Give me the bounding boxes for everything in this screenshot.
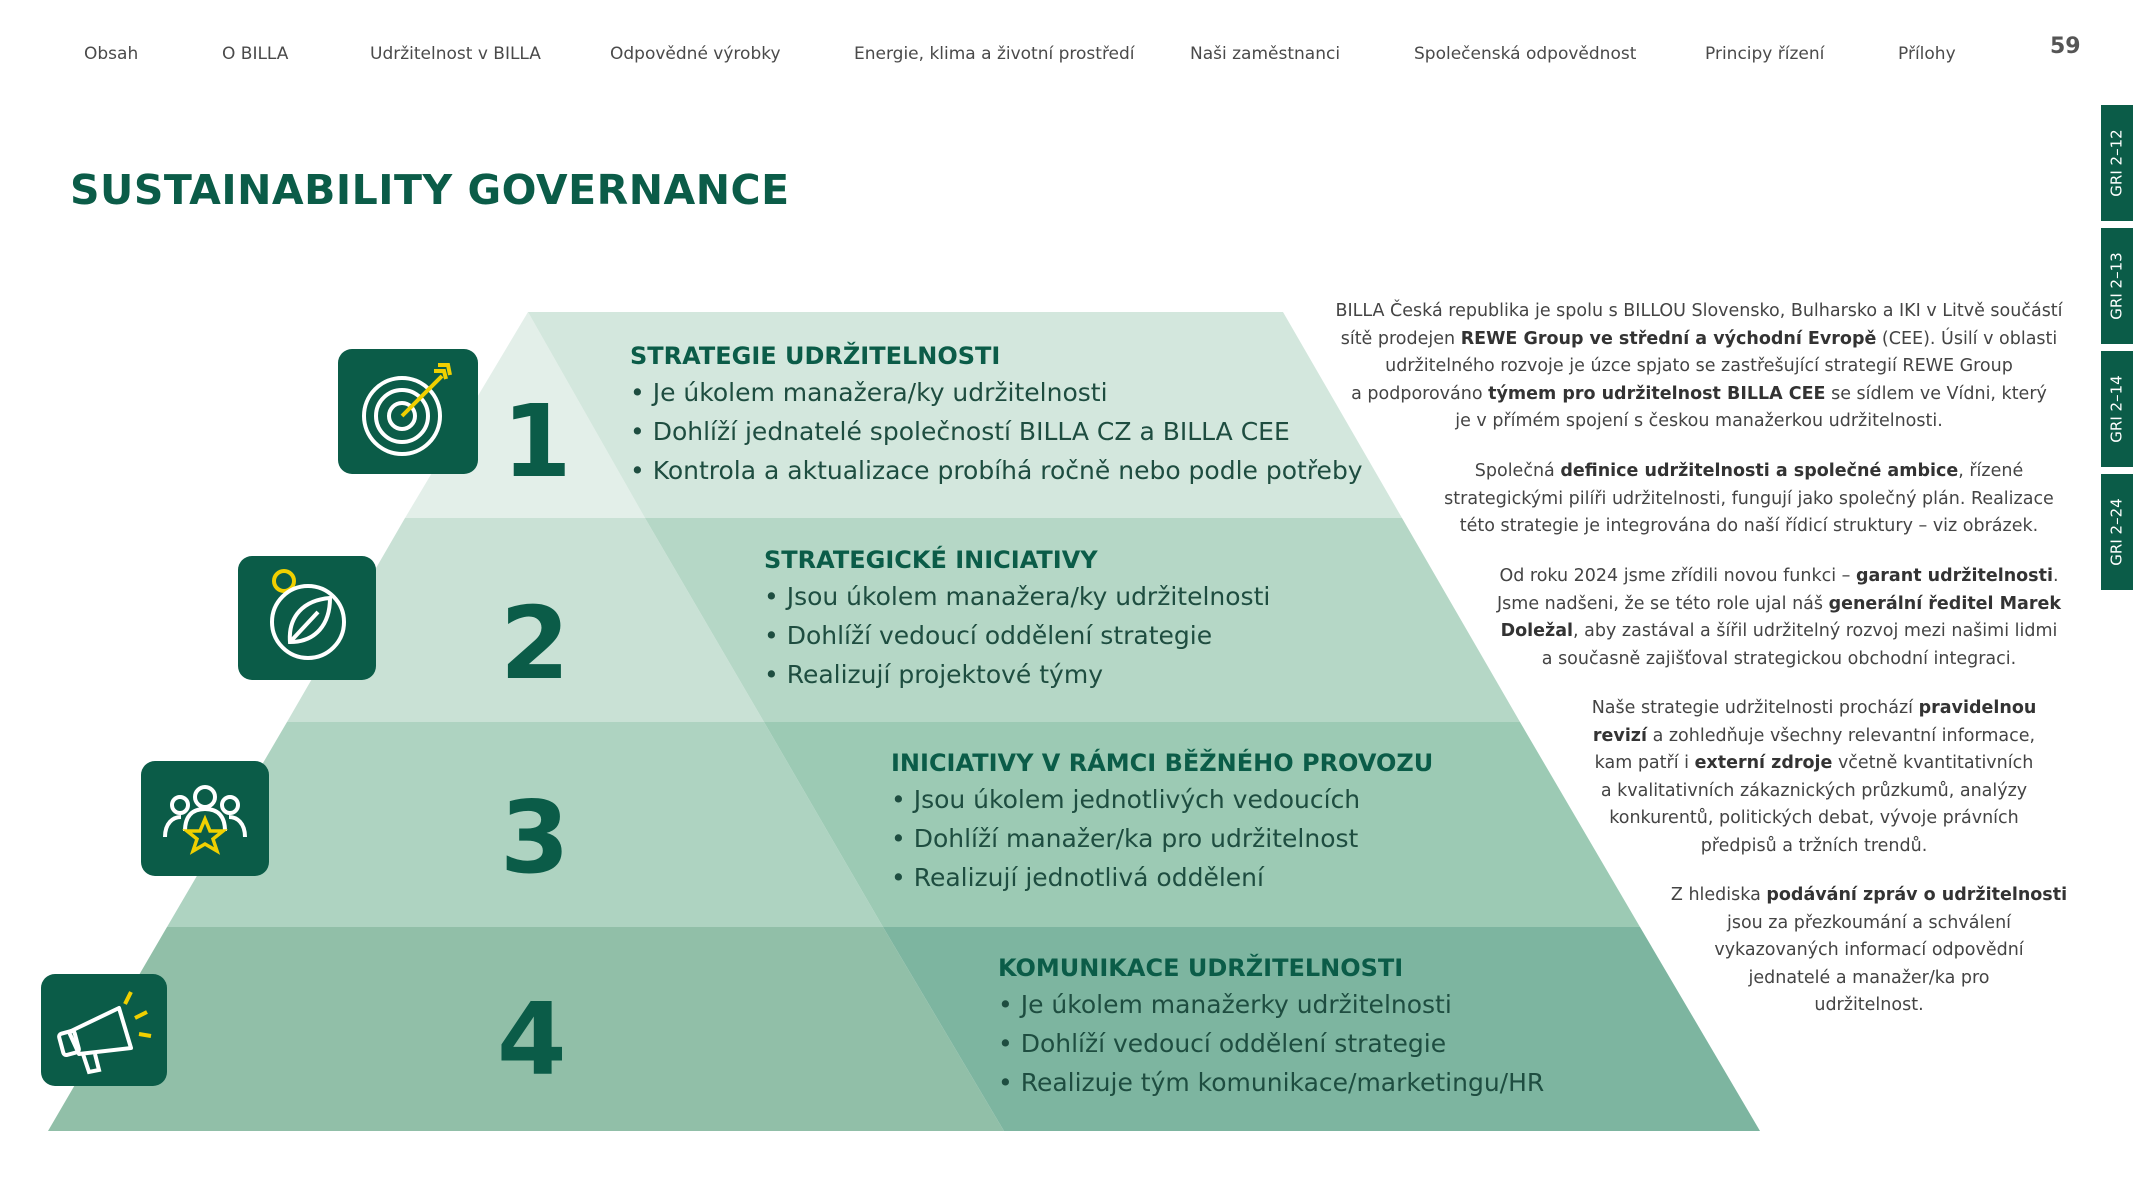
level-number-1: 1 <box>502 383 572 500</box>
text: kam patří i <box>1594 753 1695 773</box>
paragraph-line <box>1478 563 2080 591</box>
level-1-bullet: • Je úkolem manažera/ky udržitelnosti <box>630 378 1108 407</box>
level-3-bullet: • Jsou úkolem jednotlivých vedoucích <box>891 785 1361 814</box>
text: sítě prodejen <box>1340 328 1461 349</box>
tab-label: GRI 2–12 <box>2108 129 2126 197</box>
paragraph-common-definition <box>1418 458 2080 541</box>
paragraph-line <box>1658 910 2080 938</box>
level-2-bullet: • Dohlíží vedoucí oddělení strategie <box>764 621 1213 650</box>
level-2-heading: STRATEGICKÉ INICIATIVY <box>764 546 1098 574</box>
level-4-heading: KOMUNIKACE UDRŽITELNOSTI <box>998 954 1404 982</box>
paragraph-reporting <box>1658 882 2080 1020</box>
text: strategickými pilíři udržitelnosti, fungují jako společný plán. Realizace <box>1444 488 2054 509</box>
nav-item-energie[interactable]: Energie, klima a životní prostředí <box>854 44 1135 64</box>
nav-item-prilohy[interactable]: Přílohy <box>1898 44 1956 64</box>
team-star-icon <box>141 761 269 876</box>
paragraph-sustainability-guarantor <box>1478 563 2080 673</box>
page-title: SUSTAINABILITY GOVERNANCE <box>70 166 790 214</box>
paragraph-line <box>1418 458 2080 486</box>
text: udržitelnost. <box>1814 995 1924 1015</box>
paragraph-line <box>1478 646 2080 674</box>
paragraph-line <box>1658 937 2080 965</box>
level-3-heading: INICIATIVY V RÁMCI BĚŽNÉHO PROVOZU <box>891 749 1434 777</box>
bold-text: definice udržitelnosti a společné ambice <box>1560 461 1959 481</box>
paragraph-line <box>1548 750 2080 778</box>
bold-text: revizí <box>1592 725 1647 746</box>
tab-label: GRI 2–14 <box>2108 375 2126 443</box>
paragraph-line <box>1548 778 2080 806</box>
paragraph-line <box>1658 992 2080 1020</box>
paragraph-line <box>1658 965 2080 993</box>
text: jednatelé a manažer/ka pro <box>1748 967 1990 988</box>
paragraph-line <box>1318 408 2080 436</box>
level-3-bullet: • Realizují jednotlivá oddělení <box>891 863 1264 892</box>
text: se sídlem ve Vídni, který <box>1825 383 2047 404</box>
level-1-heading: STRATEGIE UDRŽITELNOSTI <box>630 342 1001 370</box>
text: jsou za přezkoumání a schválení <box>1726 912 2012 933</box>
bold-text: týmem pro udržitelnost BILLA CEE <box>1488 383 1826 404</box>
paragraph-line <box>1548 805 2080 833</box>
paragraph-line <box>1318 298 2080 326</box>
nav-item-zamestnanci[interactable]: Naši zaměstnanci <box>1190 44 1341 64</box>
text: vykazovaných informací odpovědní <box>1714 940 2024 960</box>
page-number: 59 <box>2050 34 2081 59</box>
bold-text: Doležal <box>1500 621 1574 641</box>
nav-item-udrzitelnost[interactable]: Udržitelnost v BILLA <box>370 44 541 64</box>
text: Jsme nadšeni, že se této role ujal náš <box>1497 593 1829 614</box>
level-number-4: 4 <box>497 981 567 1098</box>
text: a podporováno <box>1351 383 1489 404</box>
tab-label: GRI 2–24 <box>2108 498 2126 566</box>
text: a současně zajišťoval strategickou obchodní integraci. <box>1541 648 2017 669</box>
paragraph-line <box>1318 381 2080 409</box>
level-1-bullet: • Kontrola a aktualizace probíhá ročně nebo podle potřeby <box>630 456 1363 485</box>
level-2-bullet: • Realizují projektové týmy <box>764 660 1104 689</box>
text: Společná <box>1474 461 1561 481</box>
text: Z hlediska <box>1670 885 1767 905</box>
paragraph-line <box>1418 486 2080 514</box>
megaphone-icon <box>41 974 167 1086</box>
paragraph-line <box>1418 513 2080 541</box>
text: Od roku 2024 jsme zřídili novou funkci – <box>1499 566 1856 586</box>
paragraph-line <box>1548 833 2080 861</box>
nav-item-o-billa[interactable]: O BILLA <box>222 44 289 64</box>
nav-item-obsah[interactable]: Obsah <box>84 44 139 64</box>
text: konkurentů, politických debat, vývoje právních <box>1609 808 2019 828</box>
bold-text: externí zdroje <box>1694 753 1833 773</box>
target-icon <box>338 349 478 474</box>
level-number-3: 3 <box>500 779 570 896</box>
text: . <box>2052 566 2059 586</box>
paragraph-line <box>1478 618 2080 646</box>
text: a kvalitativních zákaznických průzkumů, analýzy <box>1600 780 2028 801</box>
tab-label: GRI 2–13 <box>2108 252 2126 320</box>
nav-item-spolecenska[interactable]: Společenská odpovědnost <box>1414 44 1637 64</box>
paragraph-line <box>1548 723 2080 751</box>
bold-text: podávání zpráv o udržitelnosti <box>1766 885 2068 905</box>
text: Naše strategie udržitelnosti prochází <box>1591 698 1919 718</box>
level-number-2: 2 <box>500 585 570 702</box>
text: a zohledňuje všechny relevantní informace, <box>1647 725 2036 746</box>
text: včetně kvantitativních <box>1832 753 2034 773</box>
nav-item-odpovedne-vyrobky[interactable]: Odpovědné výrobky <box>610 44 781 64</box>
level-1-bullet: • Dohlíží jednatelé společností BILLA CZ a BILLA CEE <box>630 417 1290 446</box>
text: této strategie je integrována do naší řídicí struktury – viz obrázek. <box>1459 516 2039 536</box>
paragraph-line <box>1318 353 2080 381</box>
level-2-bullet: • Jsou úkolem manažera/ky udržitelnosti <box>764 582 1271 611</box>
paragraph-line <box>1318 326 2080 354</box>
paragraph-line <box>1478 591 2080 619</box>
nav-item-principy[interactable]: Principy řízení <box>1705 44 1825 64</box>
text: (CEE). Úsilí v oblasti <box>1876 328 2058 349</box>
leaf-icon <box>238 556 376 680</box>
level-4-bullet: • Je úkolem manažerky udržitelnosti <box>998 990 1452 1019</box>
paragraph-rewe-group <box>1318 298 2080 436</box>
paragraph-strategy-review <box>1548 695 2080 860</box>
text: BILLA Česká republika je spolu s BILLOU Slovensko, Bulharsko a IKI v Litvě součástí <box>1335 301 2063 321</box>
level-3-bullet: • Dohlíží manažer/ka pro udržitelnost <box>891 824 1359 853</box>
text: , řízené <box>1958 461 2024 481</box>
level-4-bullet: • Realizuje tým komunikace/marketingu/HR <box>998 1068 1545 1097</box>
paragraph-line <box>1658 882 2080 910</box>
text: předpisů a tržních trendů. <box>1700 835 1928 856</box>
level-4-bullet: • Dohlíží vedoucí oddělení strategie <box>998 1029 1447 1058</box>
bold-text: garant udržitelnosti <box>1855 566 2053 586</box>
bold-text: REWE Group ve střední a východní Evropě <box>1460 328 1877 349</box>
text: udržitelného rozvoje je úzce spjato se zastřešující strategií REWE Group <box>1385 356 2013 376</box>
text: je v přímém spojení s českou manažerkou udržitelnosti. <box>1455 411 1943 431</box>
paragraph-line <box>1548 695 2080 723</box>
text: , aby zastával a šířil udržitelný rozvoj mezi našimi lidmi <box>1573 621 2058 641</box>
bold-text: generální ředitel Marek <box>1828 593 2061 614</box>
bold-text: pravidelnou <box>1918 698 2037 718</box>
